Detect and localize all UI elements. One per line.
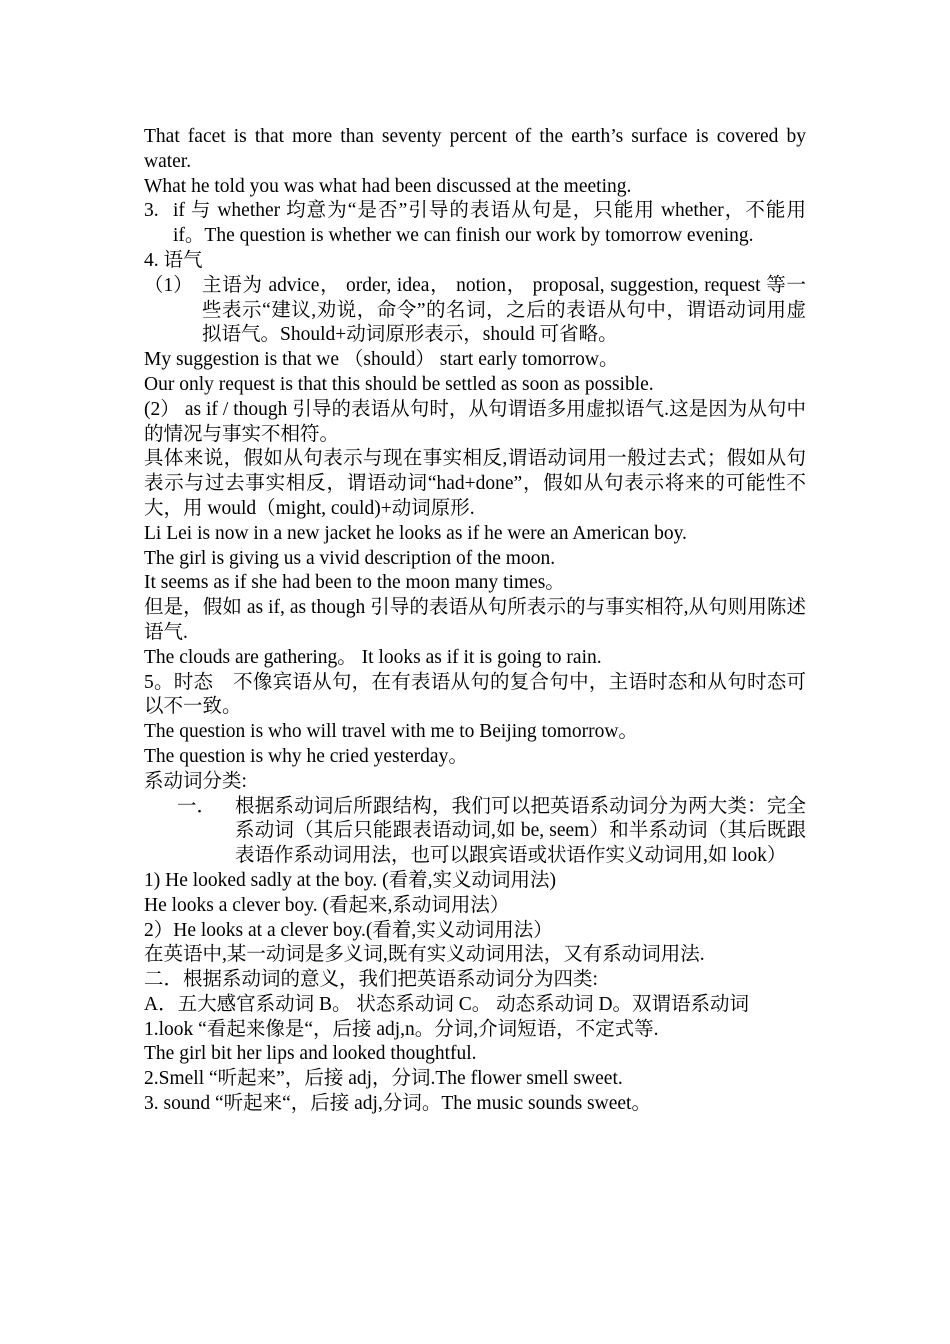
paragraph: 但是，假如 as if, as though 引导的表语从句所表示的与事实相符,从句则用陈述语气. [144,597,806,643]
example-sentence: 1) He looked sadly at the boy. (看着,实义动词用法) [144,869,556,891]
example-sentence: My suggestion is that we （should） start early tomorrow。 [144,349,619,371]
numbered-item [144,795,806,869]
item-number: （1） [144,274,193,296]
item-text: 主语为 advice， order, idea， notion， proposal, suggestion, request 等一些表示“建议,劝说，命令”的名词，之后的表语从句中，谓语动词用虚拟语气。Should+动词原形表示，should 可省略。 [202,274,806,346]
numbered-item [144,274,806,348]
example-sentence: The question is why he cried yesterday。 [144,745,468,767]
item-text: 根据系动词后所跟结构，我们可以把英语系动词分为两大类：完全系动词（其后只能跟表语动词,如 be, seem）和半系动词（其后既跟表语作系动词用法，也可以跟宾语或状语作实义动词用,如 look） [235,795,806,867]
paragraph: 具体来说，假如从句表示与现在事实相反,谓语动词用一般过去式；假如从句表示与过去事实相反，谓语动词“had+done”，假如从句表示将来的可能性不大，用 would（might, could)+动词原形. [144,448,806,519]
paragraph: (2） as if / though 引导的表语从句时，从句谓语多用虚拟语气.这是因为从句中的情况与事实不相符。 [144,398,806,445]
example-sentence: The girl bit her lips and looked thoughtful. [144,1043,477,1065]
example-sentence: It seems as if she had been to the moon many times。 [144,572,565,594]
paragraph: 5。时态 不像宾语从句，在有表语从句的复合句中，主语时态和从句时态可以不一致。 [144,671,806,718]
section-heading: 4. 语气 [144,249,203,271]
paragraph: 2.Smell “听起来”，后接 adj，分词.The flower smell sweet. [144,1068,623,1090]
item-number: 一． [177,795,217,817]
numbered-item [144,199,806,249]
paragraph: 3. sound “听起来“，后接 adj,分词。The music sounds sweet。 [144,1093,651,1115]
section-heading: 二．根据系动词的意义，我们把英语系动词分为四类: [144,969,598,991]
document-page [144,125,806,1117]
example-sentence: The question is who will travel with me to Beijing tomorrow。 [144,721,638,743]
example-sentence: The clouds are gathering。 It looks as if it is going to rain. [144,646,602,668]
example-sentence: Our only request is that this should be settled as soon as possible. [144,373,654,395]
example-sentence: He looks a clever boy. (看起来,系动词用法） [144,894,510,916]
paragraph: That facet is that more than seventy percent of the earth’s surface is covered by water. [144,126,806,172]
example-sentence: 2）He looks at a clever boy.(看着,实义动词用法） [144,919,553,941]
paragraph: What he told you was what had been discussed at the meeting. [144,175,632,197]
item-number: 3. [144,200,159,222]
item-text: if 与 whether 均意为“是否”引导的表语从句是，只能用 whether，不能用 if。The question is whether we can finish our work by tomorrow evening. [173,200,806,247]
paragraph: 在英语中,某一动词是多义词,既有实义动词用法，又有系动词用法. [144,944,705,966]
paragraph: 1.look “看起来像是“，后接 adj,n。分词,介词短语，不定式等. [144,1018,659,1040]
example-sentence: Li Lei is now in a new jacket he looks as if he were an American boy. [144,522,687,544]
paragraph: A．五大感官系动词 B。 状态系动词 C。 动态系动词 D。双谓语系动词 [144,993,750,1015]
example-sentence: The girl is giving us a vivid description of the moon. [144,547,556,569]
section-heading: 系动词分类: [144,770,247,792]
